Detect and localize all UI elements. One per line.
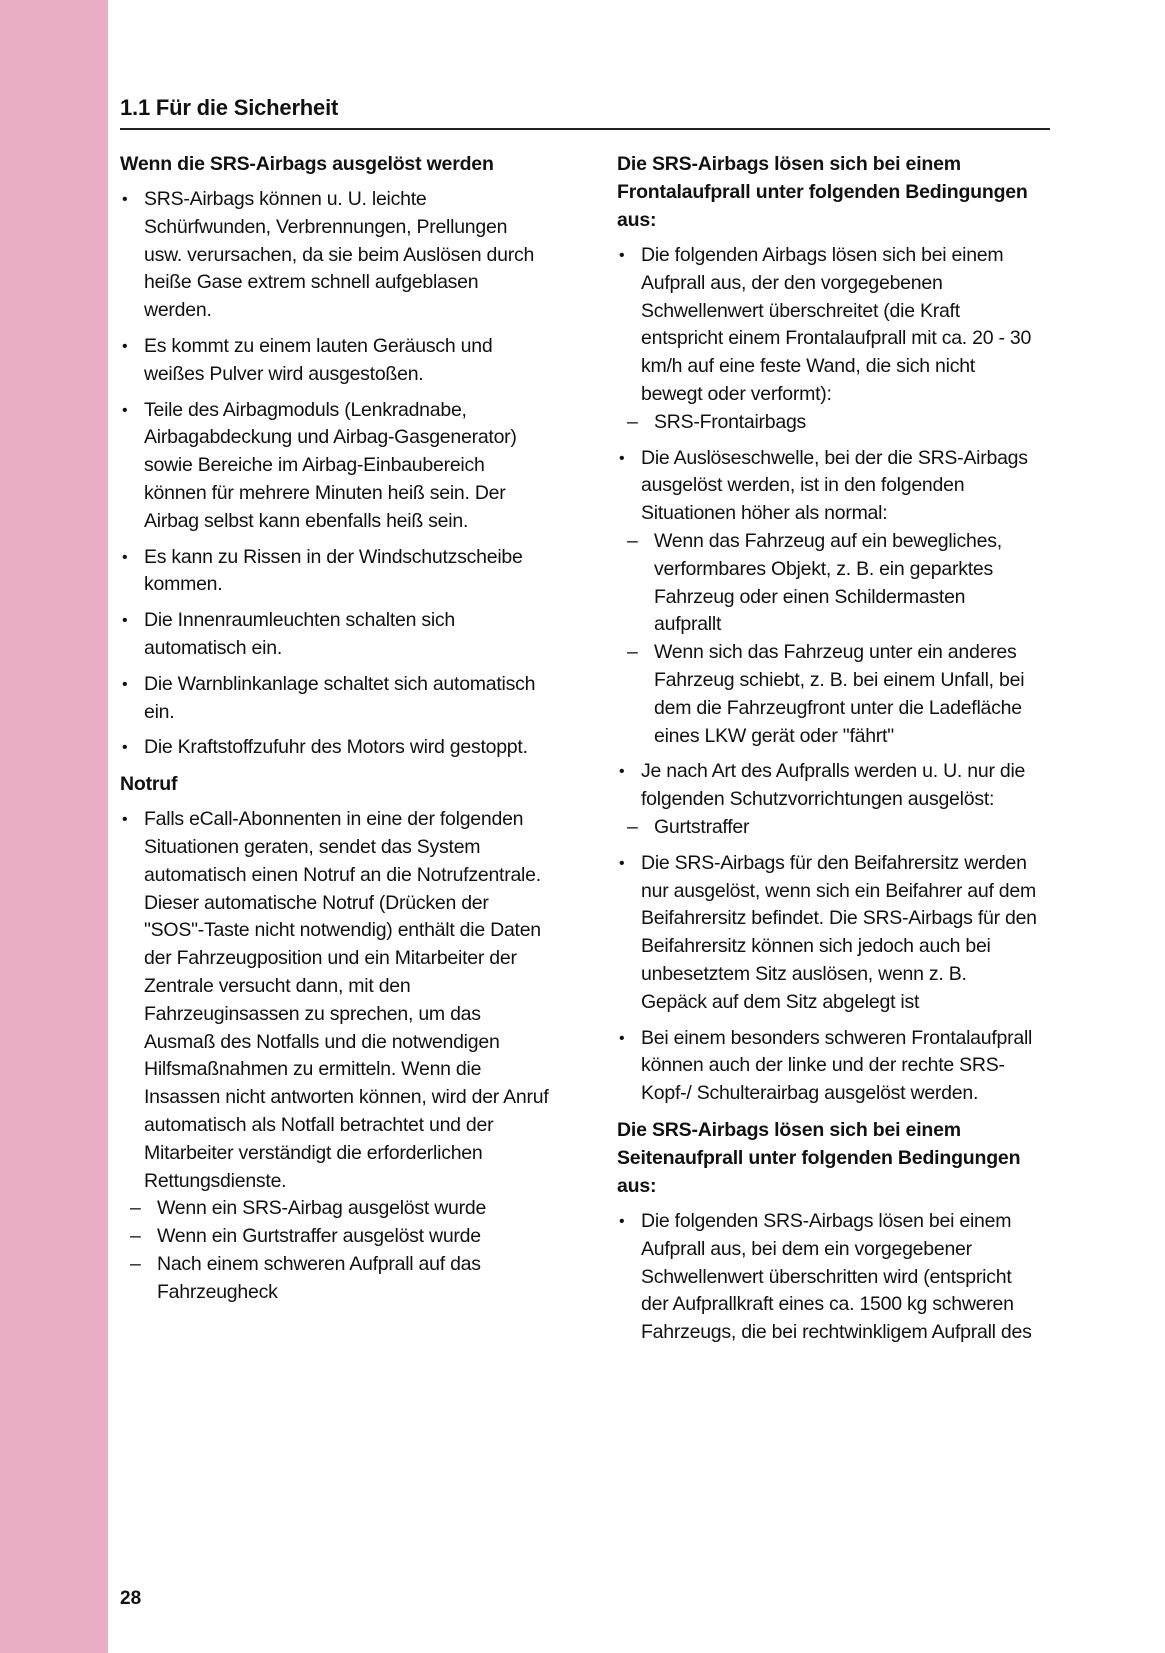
bullet-icon: • <box>122 548 128 566</box>
bullet-icon: • <box>122 739 128 757</box>
side-impact-list <box>617 1208 1037 1347</box>
sub-list-item: – Wenn das Fahrzeug auf ein bewegliches, verformbares Objekt, z. B. ein geparktes Fahrzeug oder einen Schildermasten aufprallt <box>627 529 1002 636</box>
dash-icon: – <box>130 1252 141 1275</box>
dash-icon: – <box>627 410 638 433</box>
left-column <box>120 150 550 1314</box>
bullet-icon: • <box>619 449 625 467</box>
list-item: • SRS-Airbags können u. U. leichte Schürfwunden, Verbrennungen, Prellungen usw. verursachen, da sie beim Auslösen durch heiße Gase extrem schnell aufgeblasen werden. <box>122 188 535 322</box>
dash-icon: – <box>627 641 638 664</box>
sub-list-item: – SRS-Frontairbags <box>627 409 1037 437</box>
right-column <box>617 150 1037 1355</box>
heading-side-impact: Die SRS-Airbags lösen sich bei einem Seitenaufprall unter folgenden Bedingungen aus: <box>617 1118 1021 1197</box>
sub-list-item: – Wenn sich das Fahrzeug unter ein anderes Fahrzeug schiebt, z. B. bei einem Unfall, bei dem die Fahrzeugfront unter die Ladefläche eines LKW gerät oder "fährt" <box>627 641 1025 747</box>
bullet-icon: • <box>619 1029 625 1047</box>
dash-icon: – <box>130 1197 141 1220</box>
bullet-icon: • <box>122 401 128 419</box>
list-item: • Teile des Airbagmoduls (Lenkradnabe, Airbagabdeckung und Airbag-Gasgenerator) sowie Bereiche im Airbag-Einbaubereich können für mehrere Minuten heiß sein. Der Airbag selbst kann ebenfalls heiß sein. <box>122 398 517 532</box>
list-item: • Je nach Art des Aufpralls werden u. U. nur die folgenden Schutzvorrichtungen ausgelöst: – Gurtstraffer <box>617 758 1037 841</box>
dash-icon: – <box>627 815 638 838</box>
sub-list-item: – Nach einem schweren Aufprall auf das Fahrzeugheck <box>130 1252 481 1303</box>
dash-icon: – <box>130 1225 141 1248</box>
sub-list-item: – Wenn ein Gurtstraffer ausgelöst wurde <box>130 1223 550 1251</box>
sub-list <box>617 409 1037 437</box>
dash-icon: – <box>627 529 638 552</box>
list-item: • Die SRS-Airbags für den Beifahrersitz werden nur ausgelöst, wenn sich ein Beifahrer auf dem Beifahrersitz befindet. Die SRS-Airbags für den Beifahrersitz können sich jedoch auch bei unbesetztem Sitz auslösen, wenn z. B. Gepäck auf dem Sitz abgelegt ist <box>619 851 1037 1013</box>
list-item: • Bei einem besonders schweren Frontalaufprall können auch der linke und der rechte SRS-Kopf-/ Schulterairbag ausgelöst werden. <box>619 1026 1033 1105</box>
notruf-conditions <box>120 1195 550 1306</box>
list-item: • Die Kraftstoffzufuhr des Motors wird gestoppt. <box>120 734 550 762</box>
list-item: • Die folgenden SRS-Airbags lösen bei einem Aufprall aus, bei dem ein vorgegebener Schwellenwert überschritten wird (entspricht der Aufprallkraft eines ca. 1500 kg schweren Fahrzeugs, die bei rechtwinkligem Aufprall des <box>619 1209 1032 1344</box>
bullet-icon: • <box>619 247 625 264</box>
bullet-icon: • <box>122 612 128 630</box>
bullet-icon: • <box>619 854 625 872</box>
heading-frontal-impact: Die SRS-Airbags lösen sich bei einem Frontalaufprall unter folgenden Bedingungen aus: <box>617 153 1028 231</box>
section-header <box>120 94 1050 130</box>
bullet-icon: • <box>122 191 128 208</box>
page-number: 28 <box>120 1588 142 1609</box>
bullet-icon: • <box>619 1212 625 1230</box>
frontal-impact-list <box>617 242 1037 1108</box>
list-item: • Es kann zu Rissen in der Windschutzscheibe kommen. <box>122 545 523 596</box>
bullet-icon: • <box>122 675 128 693</box>
sub-list <box>617 528 1037 750</box>
list-item: • Es kommt zu einem lauten Geräusch und weißes Pulver wird ausgestoßen. <box>122 334 493 385</box>
list-item: • Die folgenden Airbags lösen sich bei einem Aufprall aus, der den vorgegebenen Schwellenwert überschreitet (die Kraft entspricht einem Frontalaufprall mit ca. 20 - 30 km/h auf eine feste Wand, die sich nicht bewegt oder verformt): – SRS-Frontairbags <box>617 242 1037 437</box>
bullet-icon: • <box>122 337 128 355</box>
sub-list-item: – Gurtstraffer <box>627 814 1037 842</box>
list-item: • Die Auslöseschwelle, bei der die SRS-Airbags ausgelöst werden, ist in den folgenden Situationen höher als normal: – Wenn das Fahrzeug auf ein bewegliches, verformbares Objekt, z. B. ein geparktes Fahrzeug oder einen Schildermasten aufprallt – Wenn sich das Fahrzeug unter ein anderes Fahrzeug schiebt, z. B. bei einem Unfall, bei dem die Fahrzeugfront unter die Ladefläche eines LKW gerät oder "fährt" <box>617 445 1037 751</box>
list-item: • Die Warnblinkanlage schaltet sich automatisch ein. <box>122 672 536 723</box>
heading-notruf: Notruf <box>120 773 178 796</box>
bullet-icon: • <box>122 811 128 829</box>
side-margin-band <box>0 0 108 1653</box>
section-title: 1.1 Für die Sicherheit <box>120 95 339 120</box>
sub-list-item: – Wenn ein SRS-Airbag ausgelöst wurde <box>130 1195 550 1223</box>
list-item: • Falls eCall-Abonnenten in eine der folgenden Situationen geraten, sendet das System automatisch einen Notruf an die Notrufzentrale. Dieser automatische Notruf (Drücken der "SOS"-Taste nicht notwendig) enthält die Daten der Fahrzeugposition und ein Mitarbeiter der Zentrale versucht dann, mit den Fahrzeuginsassen zu sprechen, um das Ausmaß des Notfalls und die notwendigen Hilfsmaßnahmen zu ermitteln. Wenn die Insassen nicht antworten können, wird der Anruf automatisch als Notfall betrachtet und der Mitarbeiter verständigt die erforderlichen Rettungsdienste. – Wenn ein SRS-Airbag ausgelöst wurde – Wenn ein Gurtstraffer ausgelöst wurde – Nach einem schweren Aufprall auf das Fahrzeugheck <box>120 806 550 1306</box>
airbag-effects-list <box>120 186 550 762</box>
bullet-icon: • <box>619 763 625 781</box>
notruf-list <box>120 806 550 1306</box>
section-divider <box>120 128 1050 130</box>
sub-list <box>617 814 1037 842</box>
list-item: • Die Innenraumleuchten schalten sich automatisch ein. <box>122 609 456 659</box>
heading-airbags-triggered: Wenn die SRS-Airbags ausgelöst werden <box>120 153 494 175</box>
